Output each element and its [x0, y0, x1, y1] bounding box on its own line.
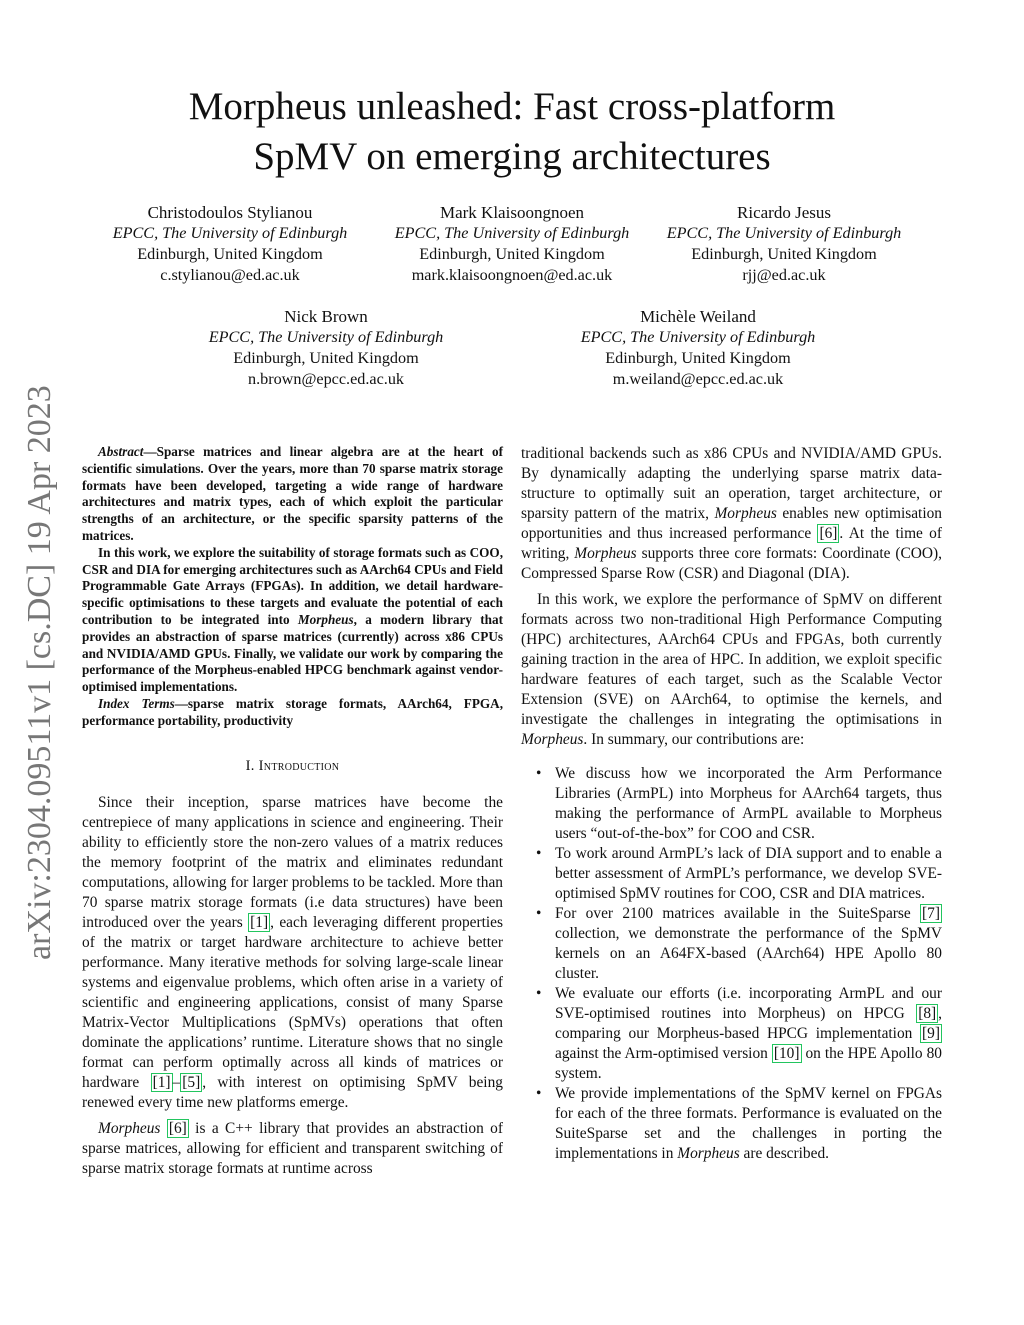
text-run: For over 2100 matrices available in the SuiteSparse: [555, 905, 921, 922]
text-run: We evaluate our efforts (i.e. incorporating ArmPL and our SVE-optimised routines into Morpheus) on HPCG: [555, 985, 942, 1022]
author-email[interactable]: n.brown@epcc.ed.ac.uk: [247, 370, 405, 388]
section-number: I.: [245, 757, 255, 774]
list-item: [536, 984, 942, 1084]
text-run: Since their inception, sparse matrices have become the centrepiece of many applications in science and engineering. Their ability to efficiently store the non-zero values of a matrix reduces the memory footprint of the matrix and eliminates redundant computations, allowing for larger problems to be tackled. More than 70 sparse matrix storage formats (i.e data structures) have been introduced over the years: [82, 793, 503, 931]
abstract-paragraph-2: In this work, we explore the suitability of storage formats such as COO, CSR and DIA for emerging architectures such as AArch64 CPUs and Field Programmable Gate Arrays (FPGAs). In addition, we detail hardware-specific optimisations to these targets and evaluate the potential of each contribution to be integrated into: [82, 544, 503, 627]
abstract: [82, 444, 503, 730]
text-run: To work around ArmPL’s lack of DIA support and to enable a better assessment of ArmPL’s performance, we develop SVE-optimised SpMV routines for COO, CSR and DIA matrices.: [555, 845, 942, 902]
author-name: Mark Klaisoongnoen: [439, 203, 584, 222]
author-affiliation: EPCC, The University of Edinburgh: [394, 224, 630, 242]
author-location: Edinburgh, United Kingdom: [233, 349, 419, 367]
citation-link[interactable]: [1]: [250, 913, 269, 931]
text-run: , each leveraging different properties of the matrix or target hardware architecture to achieve better performance. Many iterative methods for solving large-scale linear systems and eigenvalue problems, which often arise in a variety of scientific and engineering applications, consist of many Sparse Matrix-Vector Multiplications (SpMVs) operations that often dominate the applications’ runtime. Literature shows that no single format can perform optimally across all kinds of matrices or hardware: [82, 913, 503, 1091]
author-location: Edinburgh, United Kingdom: [137, 245, 323, 263]
intro-paragraph-3: [521, 590, 942, 750]
author-affiliation: EPCC, The University of Edinburgh: [208, 328, 444, 346]
morpheus-name: Morpheus: [574, 545, 637, 562]
author-affiliation: EPCC, The University of Edinburgh: [112, 224, 348, 242]
paper-title: [80, 82, 944, 182]
morpheus-name: Morpheus: [714, 505, 777, 522]
citation-link[interactable]: [10]: [773, 1045, 800, 1062]
abstract-paragraph-1: —Sparse matrices and linear algebra are at the heart of scientific simulations. Over the years, more than 70 sparse matrix storage formats have been developed, targeting a wide range of hardware architectures and matrix types, each of which exploit the particular strengths of an architecture, or the specific sparsity patterns of the matrices.: [82, 444, 503, 543]
bullet-icon: •: [536, 905, 542, 922]
index-terms-label: Index Terms: [98, 695, 175, 711]
intro-paragraph-2-cont: [521, 444, 942, 584]
morpheus-name: Morpheus: [677, 1145, 740, 1162]
intro-right: [521, 444, 942, 750]
abstract-morpheus: Morpheus: [297, 611, 354, 627]
list-item: [536, 904, 942, 984]
morpheus-name: Morpheus: [521, 731, 584, 748]
author-name: Christodoulos Stylianou: [147, 203, 313, 222]
left-column: [82, 444, 503, 1179]
text-run: , with interest on optimising SpMV being renewed every time new platforms emerge.: [82, 1073, 503, 1111]
title-line-1: Morpheus unleashed: Fast cross-platform: [188, 85, 836, 128]
intro-paragraph-1: [82, 793, 503, 1113]
list-item: [536, 1084, 942, 1164]
author-email[interactable]: c.stylianou@ed.ac.uk: [160, 266, 300, 284]
text-run: collection, we demonstrate the performance of the SpMV kernels on an A64FX-based (AArch64) HPE Apollo 80 cluster.: [555, 925, 942, 982]
text-run: against the Arm-optimised version: [555, 1045, 772, 1062]
text-run: . At the time of writing,: [521, 525, 942, 562]
intro-paragraph-2: [82, 1119, 503, 1179]
contributions-list: [521, 764, 942, 1164]
text-run: enables new optimisation opportunities and thus increased performance: [521, 505, 942, 542]
author-name: Michèle Weiland: [640, 307, 756, 326]
index-terms: —sparse matrix storage formats, AArch64, FPGA, performance portability, productivity: [82, 695, 503, 728]
text-run: . In summary, our contributions are:: [583, 731, 805, 748]
text-run: In this work, we explore the performance of SpMV on different formats across two non-traditional High Performance Computing (HPC) architectures, AArch64 CPUs and FPGAs, both currently gaining traction in the area of HPC. In addition, we exploit specific hardware features of each target, such as the Scalable Vector Extension (SVE) on AArch64, to optimise the kernels, and investigate the challenges in integrating the optimisations in: [521, 591, 942, 728]
author-name: Ricardo Jesus: [737, 203, 831, 222]
citation-link[interactable]: [5]: [182, 1073, 201, 1091]
text-run: on the HPE Apollo 80 system.: [555, 1045, 942, 1082]
author-block-3: [634, 202, 934, 286]
citation-link[interactable]: [1]: [152, 1073, 171, 1091]
list-item: [536, 844, 942, 904]
text-run: [160, 1120, 166, 1137]
author-location: Edinburgh, United Kingdom: [419, 245, 605, 263]
author-email[interactable]: m.weiland@epcc.ed.ac.uk: [612, 370, 784, 388]
text-run: is a C++ library that provides an abstraction of sparse matrices, allowing for efficient and transparent switching of sparse matrix storage formats at runtime across: [82, 1119, 503, 1177]
bullet-icon: •: [536, 765, 542, 782]
bullet-icon: •: [536, 845, 542, 862]
author-block-1: [80, 202, 380, 286]
list-item: [536, 764, 942, 844]
bullet-icon: •: [536, 1085, 542, 1102]
title-line-2: SpMV on emerging architectures: [253, 135, 771, 178]
citation-link[interactable]: [9]: [922, 1025, 940, 1042]
author-block-2: [357, 202, 667, 286]
author-affiliation: EPCC, The University of Edinburgh: [666, 224, 902, 242]
text-run: supports three core formats: Coordinate (COO), Compressed Sparse Row (CSR) and Diagonal (DIA).: [521, 545, 942, 582]
text-run: traditional backends such as x86 CPUs and NVIDIA/AMD GPUs. By dynamically adapting the underlying sparse matrix data-structure to optimally suit an operation, target architecture, or sparsity pattern of the matrix,: [521, 445, 942, 522]
abstract-label: Abstract: [98, 444, 144, 459]
section-heading-introduction: [82, 758, 503, 775]
author-location: Edinburgh, United Kingdom: [691, 245, 877, 263]
text-run: We discuss how we incorporated the Arm Performance Libraries (ArmPL) into Morpheus for AArch64 targets, thus making the performance of ArmPL available to Morpheus users “out-of-the-box” for COO and CSR.: [555, 765, 942, 842]
citation-link[interactable]: [6]: [168, 1119, 187, 1137]
author-email[interactable]: mark.klaisoongnoen@ed.ac.uk: [411, 266, 613, 284]
right-column: [521, 444, 942, 1164]
text-run: , comparing our Morpheus-based HPCG implementation: [555, 1005, 942, 1042]
author-affiliation: EPCC, The University of Edinburgh: [580, 328, 816, 346]
author-block-4: [176, 306, 476, 390]
abstract-paragraph-2-end: , a modern library that provides an abstraction of sparse matrices (currently) across x86 CPUs and NVIDIA/AMD GPUs. Finally, we validate our work by comparing the performance of the Morpheus-enabled HPCG benchmark against vendor-optimised implementations.: [82, 611, 503, 695]
arxiv-stamp: arXiv:2304.09511v1 [cs.DC] 19 Apr 2023: [21, 385, 58, 960]
author-name: Nick Brown: [284, 307, 368, 326]
text-run: –: [172, 1073, 181, 1091]
author-location: Edinburgh, United Kingdom: [605, 349, 791, 367]
author-email[interactable]: rjj@ed.ac.uk: [742, 266, 826, 284]
text-run: We provide implementations of the SpMV kernel on FPGAs for each of the three formats. Performance is evaluated on the SuiteSparse set and the challenges in porting the implementations in: [555, 1085, 942, 1162]
text-run: are described.: [739, 1145, 829, 1162]
intro-left: [82, 793, 503, 1179]
section-title: Introduction: [258, 757, 340, 774]
citation-link[interactable]: [6]: [819, 525, 838, 542]
citation-link[interactable]: [8]: [918, 1005, 937, 1022]
author-block-5: [548, 306, 848, 390]
morpheus-name: Morpheus: [98, 1119, 161, 1137]
citation-link[interactable]: [7]: [922, 905, 940, 922]
bullet-icon: •: [536, 985, 542, 1002]
